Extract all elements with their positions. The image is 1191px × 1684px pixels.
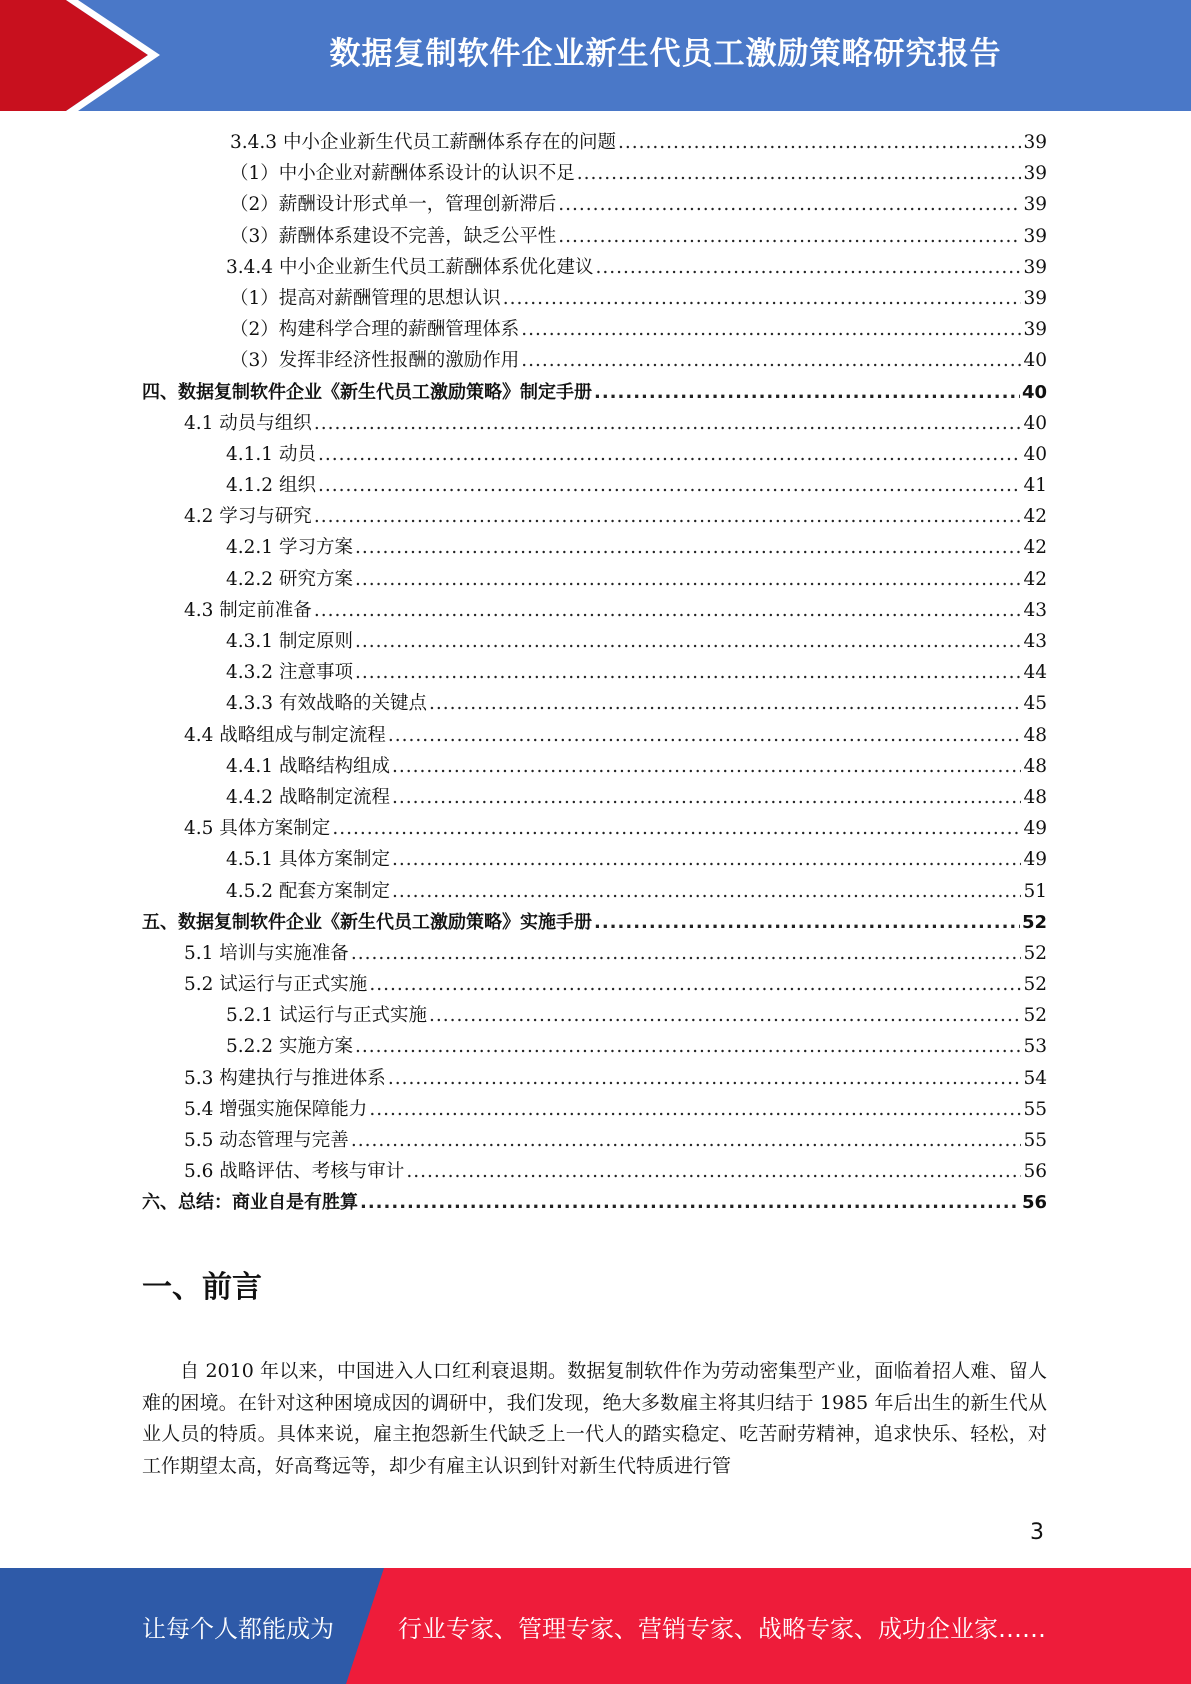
toc-entry-label: 5.5 动态管理与完善 [184, 1130, 349, 1151]
toc-entry-page: 56 [1021, 1192, 1047, 1214]
toc-entry-page: 42 [1023, 506, 1047, 528]
toc-entry[interactable] [142, 253, 1047, 284]
toc-entry-label: 5.2.2 实施方案 [226, 1036, 353, 1058]
toc-entry-page: 45 [1023, 693, 1047, 715]
toc-entry-page: 40 [1023, 443, 1047, 465]
toc-entry[interactable] [142, 721, 1047, 752]
page-footer [0, 1568, 1191, 1684]
toc-entry[interactable] [142, 222, 1047, 253]
toc-entry-page: 39 [1023, 319, 1047, 341]
toc-entry-page: 39 [1023, 194, 1047, 216]
toc-entry-label: 4.3.2 注意事项 [226, 662, 353, 684]
toc-dot-leader [392, 849, 1021, 870]
toc-entry[interactable] [142, 908, 1047, 939]
table-of-contents [142, 128, 1047, 1220]
toc-dot-leader [618, 132, 1021, 153]
toc-entry-label: （1）中小企业对薪酬体系设计的认识不足 [230, 163, 575, 185]
toc-entry-label: 4.3.3 有效战略的关键点 [226, 693, 427, 715]
toc-entry-page: 55 [1023, 1130, 1047, 1151]
toc-entry-page: 52 [1023, 1005, 1047, 1027]
toc-dot-leader [521, 319, 1021, 340]
toc-dot-leader [355, 537, 1022, 558]
toc-entry-page: 39 [1023, 163, 1047, 185]
toc-entry-label: （1）提高对薪酬管理的思想认识 [230, 287, 501, 309]
toc-entry-label: （2）构建科学合理的薪酬管理体系 [230, 319, 520, 341]
toc-dot-leader [503, 288, 1022, 309]
toc-entry[interactable] [142, 1157, 1047, 1188]
toc-dot-leader [595, 257, 1021, 278]
toc-entry[interactable] [142, 1064, 1047, 1095]
toc-entry-page: 48 [1023, 786, 1047, 808]
toc-entry[interactable] [142, 315, 1047, 346]
toc-entry-label: 5.3 构建执行与推进体系 [184, 1067, 386, 1089]
toc-entry-label: 4.4.1 战略结构组成 [226, 755, 390, 777]
toc-dot-leader [351, 1130, 1022, 1151]
toc-entry-page: 40 [1023, 350, 1047, 372]
toc-entry[interactable] [142, 970, 1047, 1001]
toc-entry-page: 56 [1023, 1161, 1047, 1183]
toc-dot-leader [314, 506, 1022, 527]
toc-entry-page: 40 [1023, 412, 1047, 434]
toc-dot-leader [332, 818, 1021, 839]
toc-entry-page: 52 [1023, 942, 1047, 964]
section-heading: 一、前言 [142, 1270, 262, 1305]
toc-entry-page: 42 [1023, 537, 1047, 559]
toc-entry-page: 49 [1023, 849, 1047, 871]
toc-dot-leader [360, 1192, 1020, 1213]
toc-entry[interactable] [142, 533, 1047, 564]
toc-entry-label: （3）发挥非经济性报酬的激励作用 [230, 350, 520, 372]
body-paragraph: 自 2010 年以来，中国进入人口红利衰退期。数据复制软件作为劳动密集型产业，面临着招人难、留人难的困境。在针对这种困境成因的调研中，我们发现，绝大多数雇主将其归结于 1985 年后出生的新生代从业人员的特质。具体来说，雇主抱怨新生代缺乏上一代人的踏实稳定、吃苦耐劳精神，追求快乐、轻松，对工作期望太高，好高骛远等，却少有雇主认识到针对新生代特质进行管 [142, 1360, 1047, 1477]
toc-entry[interactable] [142, 814, 1047, 845]
toc-entry[interactable] [142, 565, 1047, 596]
toc-entry-label: 3.4.3 中小企业新生代员工薪酬体系存在的问题 [230, 132, 616, 153]
toc-entry[interactable] [142, 1188, 1047, 1219]
toc-entry[interactable] [142, 845, 1047, 876]
toc-entry-label: 4.1.2 组织 [226, 475, 316, 497]
toc-dot-leader [406, 1161, 1021, 1182]
toc-entry-label: （3）薪酬体系建设不完善，缺乏公平性 [230, 225, 557, 247]
toc-entry-label: 4.4 战略组成与制定流程 [184, 724, 386, 746]
toc-dot-leader [318, 475, 1022, 496]
toc-entry[interactable] [142, 346, 1047, 377]
toc-entry[interactable] [142, 658, 1047, 689]
toc-entry-label: 5.4 增强实施保障能力 [184, 1098, 368, 1120]
toc-entry[interactable] [142, 471, 1047, 502]
toc-entry[interactable] [142, 190, 1047, 221]
footer-slogan-left: 让每个人都能成为 [142, 1614, 334, 1643]
toc-dot-leader [392, 881, 1021, 902]
toc-entry[interactable] [142, 128, 1047, 159]
footer-slogan-right: 行业专家、管理专家、营销专家、战略专家、成功企业家…… [398, 1614, 1046, 1643]
toc-entry[interactable] [142, 1126, 1047, 1157]
toc-entry-page: 52 [1023, 974, 1047, 996]
toc-dot-leader [577, 163, 1022, 184]
toc-entry[interactable] [142, 627, 1047, 658]
toc-dot-leader [392, 756, 1021, 777]
toc-entry-page: 43 [1023, 631, 1047, 652]
toc-dot-leader [355, 662, 1022, 683]
toc-dot-leader [558, 194, 1021, 215]
toc-entry-label: （2）薪酬设计形式单一，管理创新滞后 [230, 194, 557, 216]
toc-entry-label: 4.4.2 战略制定流程 [226, 786, 390, 808]
page-header [0, 0, 1191, 111]
toc-entry[interactable] [142, 284, 1047, 315]
toc-entry[interactable] [142, 877, 1047, 908]
toc-entry-label: 六、总结：商业自是有胜算 [142, 1192, 358, 1214]
toc-entry-label: 四、数据复制软件企业《新生代员工激励策略》制定手册 [142, 381, 592, 403]
toc-entry-label: 4.1.1 动员 [226, 443, 316, 465]
toc-entry-page: 39 [1023, 132, 1047, 153]
toc-entry-label: 4.3 制定前准备 [184, 599, 312, 621]
toc-dot-leader [369, 1099, 1021, 1120]
toc-entry-label: 五、数据复制软件企业《新生代员工激励策略》实施手册 [142, 911, 592, 933]
toc-dot-leader [369, 974, 1021, 995]
toc-entry-page: 41 [1023, 475, 1047, 497]
toc-dot-leader [558, 226, 1021, 247]
toc-entry-label: 5.2.1 试运行与正式实施 [226, 1005, 427, 1027]
toc-entry[interactable] [142, 1001, 1047, 1032]
toc-entry-label: 4.2 学习与研究 [184, 506, 312, 528]
toc-entry[interactable] [142, 783, 1047, 814]
toc-dot-leader [388, 725, 1022, 746]
toc-entry[interactable] [142, 409, 1047, 440]
toc-entry-page: 48 [1023, 755, 1047, 777]
toc-entry-page: 40 [1021, 381, 1047, 403]
toc-entry-label: 4.5.1 具体方案制定 [226, 849, 390, 871]
toc-entry-label: 4.5 具体方案制定 [184, 818, 331, 840]
toc-dot-leader [355, 1036, 1022, 1057]
toc-entry-label: 5.6 战略评估、考核与审计 [184, 1161, 405, 1183]
toc-dot-leader [388, 1068, 1022, 1089]
toc-entry-page: 52 [1021, 911, 1047, 933]
toc-entry-page: 39 [1023, 287, 1047, 309]
toc-dot-leader [355, 569, 1022, 590]
toc-entry-page: 39 [1023, 256, 1047, 278]
toc-entry[interactable] [142, 939, 1047, 970]
toc-entry[interactable] [142, 378, 1047, 409]
toc-entry-page: 43 [1023, 599, 1047, 621]
toc-entry[interactable] [142, 502, 1047, 533]
toc-dot-leader [392, 787, 1021, 808]
toc-entry-label: 4.1 动员与组织 [184, 412, 312, 434]
page-number: 3 [1030, 1520, 1044, 1545]
toc-entry-label: 4.2.2 研究方案 [226, 568, 353, 590]
toc-entry-label: 3.4.4 中小企业新生代员工薪酬体系优化建议 [226, 256, 594, 278]
toc-dot-leader [351, 943, 1022, 964]
toc-entry-label: 5.2 试运行与正式实施 [184, 974, 368, 996]
toc-entry-label: 4.3.1 制定原则 [226, 631, 353, 652]
toc-dot-leader [355, 631, 1022, 652]
toc-entry-label: 4.2.1 学习方案 [226, 537, 353, 559]
toc-dot-leader [314, 413, 1022, 434]
toc-dot-leader [594, 912, 1020, 933]
toc-entry-page: 48 [1023, 724, 1047, 746]
toc-dot-leader [429, 693, 1021, 714]
toc-entry[interactable] [142, 159, 1047, 190]
toc-entry[interactable] [142, 752, 1047, 783]
toc-entry-page: 54 [1023, 1067, 1047, 1089]
toc-entry-page: 39 [1023, 225, 1047, 247]
toc-entry-page: 44 [1023, 662, 1047, 684]
toc-dot-leader [429, 1005, 1021, 1026]
toc-entry[interactable] [142, 440, 1047, 471]
toc-dot-leader [594, 382, 1020, 403]
toc-entry-label: 4.5.2 配套方案制定 [226, 880, 390, 902]
toc-entry[interactable] [142, 596, 1047, 627]
toc-dot-leader [314, 600, 1022, 621]
toc-entry[interactable] [142, 689, 1047, 720]
toc-entry-page: 51 [1023, 880, 1047, 902]
toc-entry-page: 55 [1023, 1098, 1047, 1120]
toc-dot-leader [318, 444, 1022, 465]
toc-entry-page: 42 [1023, 568, 1047, 590]
toc-entry[interactable] [142, 1032, 1047, 1063]
toc-entry-page: 49 [1023, 818, 1047, 840]
header-title: 数据复制软件企业新生代员工激励策略研究报告 [329, 35, 1002, 72]
toc-entry[interactable] [142, 1095, 1047, 1126]
toc-entry-label: 5.1 培训与实施准备 [184, 942, 349, 964]
toc-dot-leader [521, 350, 1021, 371]
toc-entry-page: 53 [1023, 1036, 1047, 1058]
